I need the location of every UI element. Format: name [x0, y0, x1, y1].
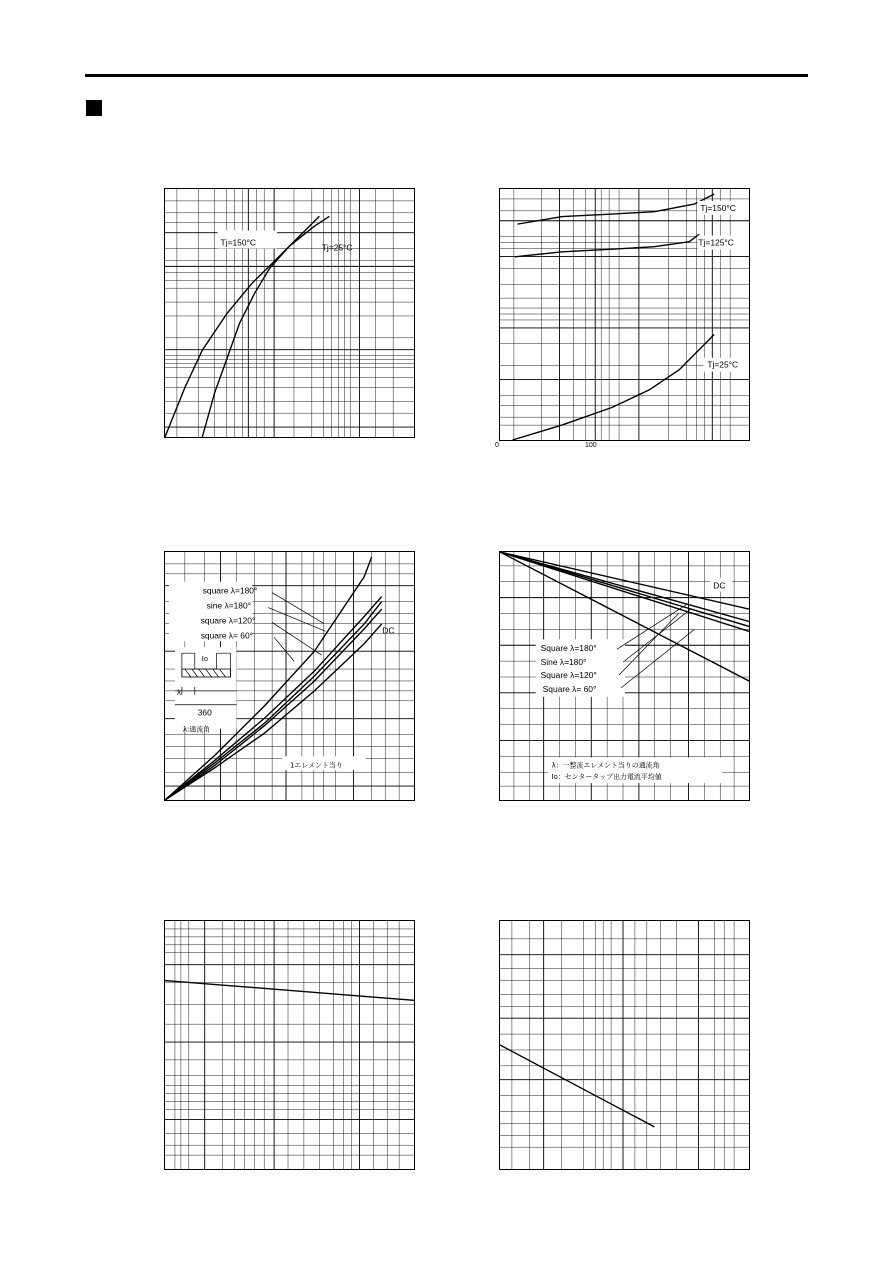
- chart-transient-thermal-svg: [500, 921, 749, 1169]
- legend-sine-180: Sine λ=180°: [540, 657, 587, 668]
- chart-forward-power: [164, 551, 415, 801]
- legend-square-180: square λ=180°: [202, 585, 258, 596]
- legend-square-120: Square λ=120°: [540, 669, 597, 680]
- series-thermal: [500, 1045, 654, 1127]
- chart-transient-thermal: [499, 920, 750, 1170]
- chart-forward-vi-svg: [165, 189, 414, 437]
- grid: [165, 921, 414, 1169]
- label-io: Io: [201, 655, 209, 664]
- series-tj-150-c: [517, 194, 714, 224]
- axis-tick-0: 0: [495, 442, 499, 449]
- label-tj25: Tj=25°C: [707, 359, 739, 370]
- label-lambda: λ: [176, 688, 182, 697]
- section-marker: [86, 100, 102, 116]
- legend-square-60: square λ= 60°: [200, 630, 254, 641]
- leader-line: [272, 593, 324, 624]
- chart-derating-svg: [500, 552, 749, 800]
- label-tj25: Tj=25°C: [321, 242, 353, 253]
- series-tj-125-c: [515, 234, 699, 257]
- curves: [500, 1045, 654, 1127]
- label-dc: DC: [713, 580, 726, 591]
- curves: [165, 981, 414, 1001]
- legend-square-60: Square λ= 60°: [542, 683, 597, 694]
- chart-reverse-leakage: [499, 188, 750, 441]
- series-tj-25-c: [512, 335, 714, 440]
- label-360: 360: [197, 707, 212, 718]
- legend-square-120: square λ=120°: [200, 615, 256, 626]
- series-tj-25-c: [202, 216, 329, 437]
- top-rule: [85, 74, 808, 77]
- label-per-element: 1エレメント当り: [289, 761, 343, 770]
- chart-forward-power-svg: [165, 552, 414, 800]
- label-tj150: Tj=150°C: [700, 202, 736, 213]
- series-surge: [165, 981, 414, 1001]
- chart-surge: [164, 920, 415, 1170]
- axis-tick-100: 100: [585, 442, 597, 449]
- chart-reverse-leakage-svg: [500, 189, 749, 440]
- note-io: Io：センタータップ出力電流平均値: [551, 773, 662, 782]
- chart-forward-vi: [164, 188, 415, 438]
- legend-sine-180: sine λ=180°: [206, 600, 252, 611]
- leader-line: [621, 629, 694, 688]
- chart-derating: [499, 551, 750, 801]
- legend-square-180: Square λ=180°: [540, 643, 597, 654]
- grid: [500, 189, 749, 440]
- note-lambda: λ：一整流エレメント当りの通流角: [551, 761, 660, 770]
- label-tj125: Tj=125°C: [698, 237, 734, 248]
- curves: [512, 194, 714, 440]
- grid: [165, 189, 414, 437]
- chart-surge-svg: [165, 921, 414, 1169]
- leader-line: [274, 637, 294, 661]
- label-conduction-angle: λ:通流角: [182, 725, 211, 734]
- leader-line: [272, 622, 322, 655]
- grid: [500, 921, 749, 1169]
- label-dc: DC: [382, 625, 395, 636]
- curves: [165, 216, 329, 437]
- label-tj150: Tj=150°C: [220, 237, 256, 248]
